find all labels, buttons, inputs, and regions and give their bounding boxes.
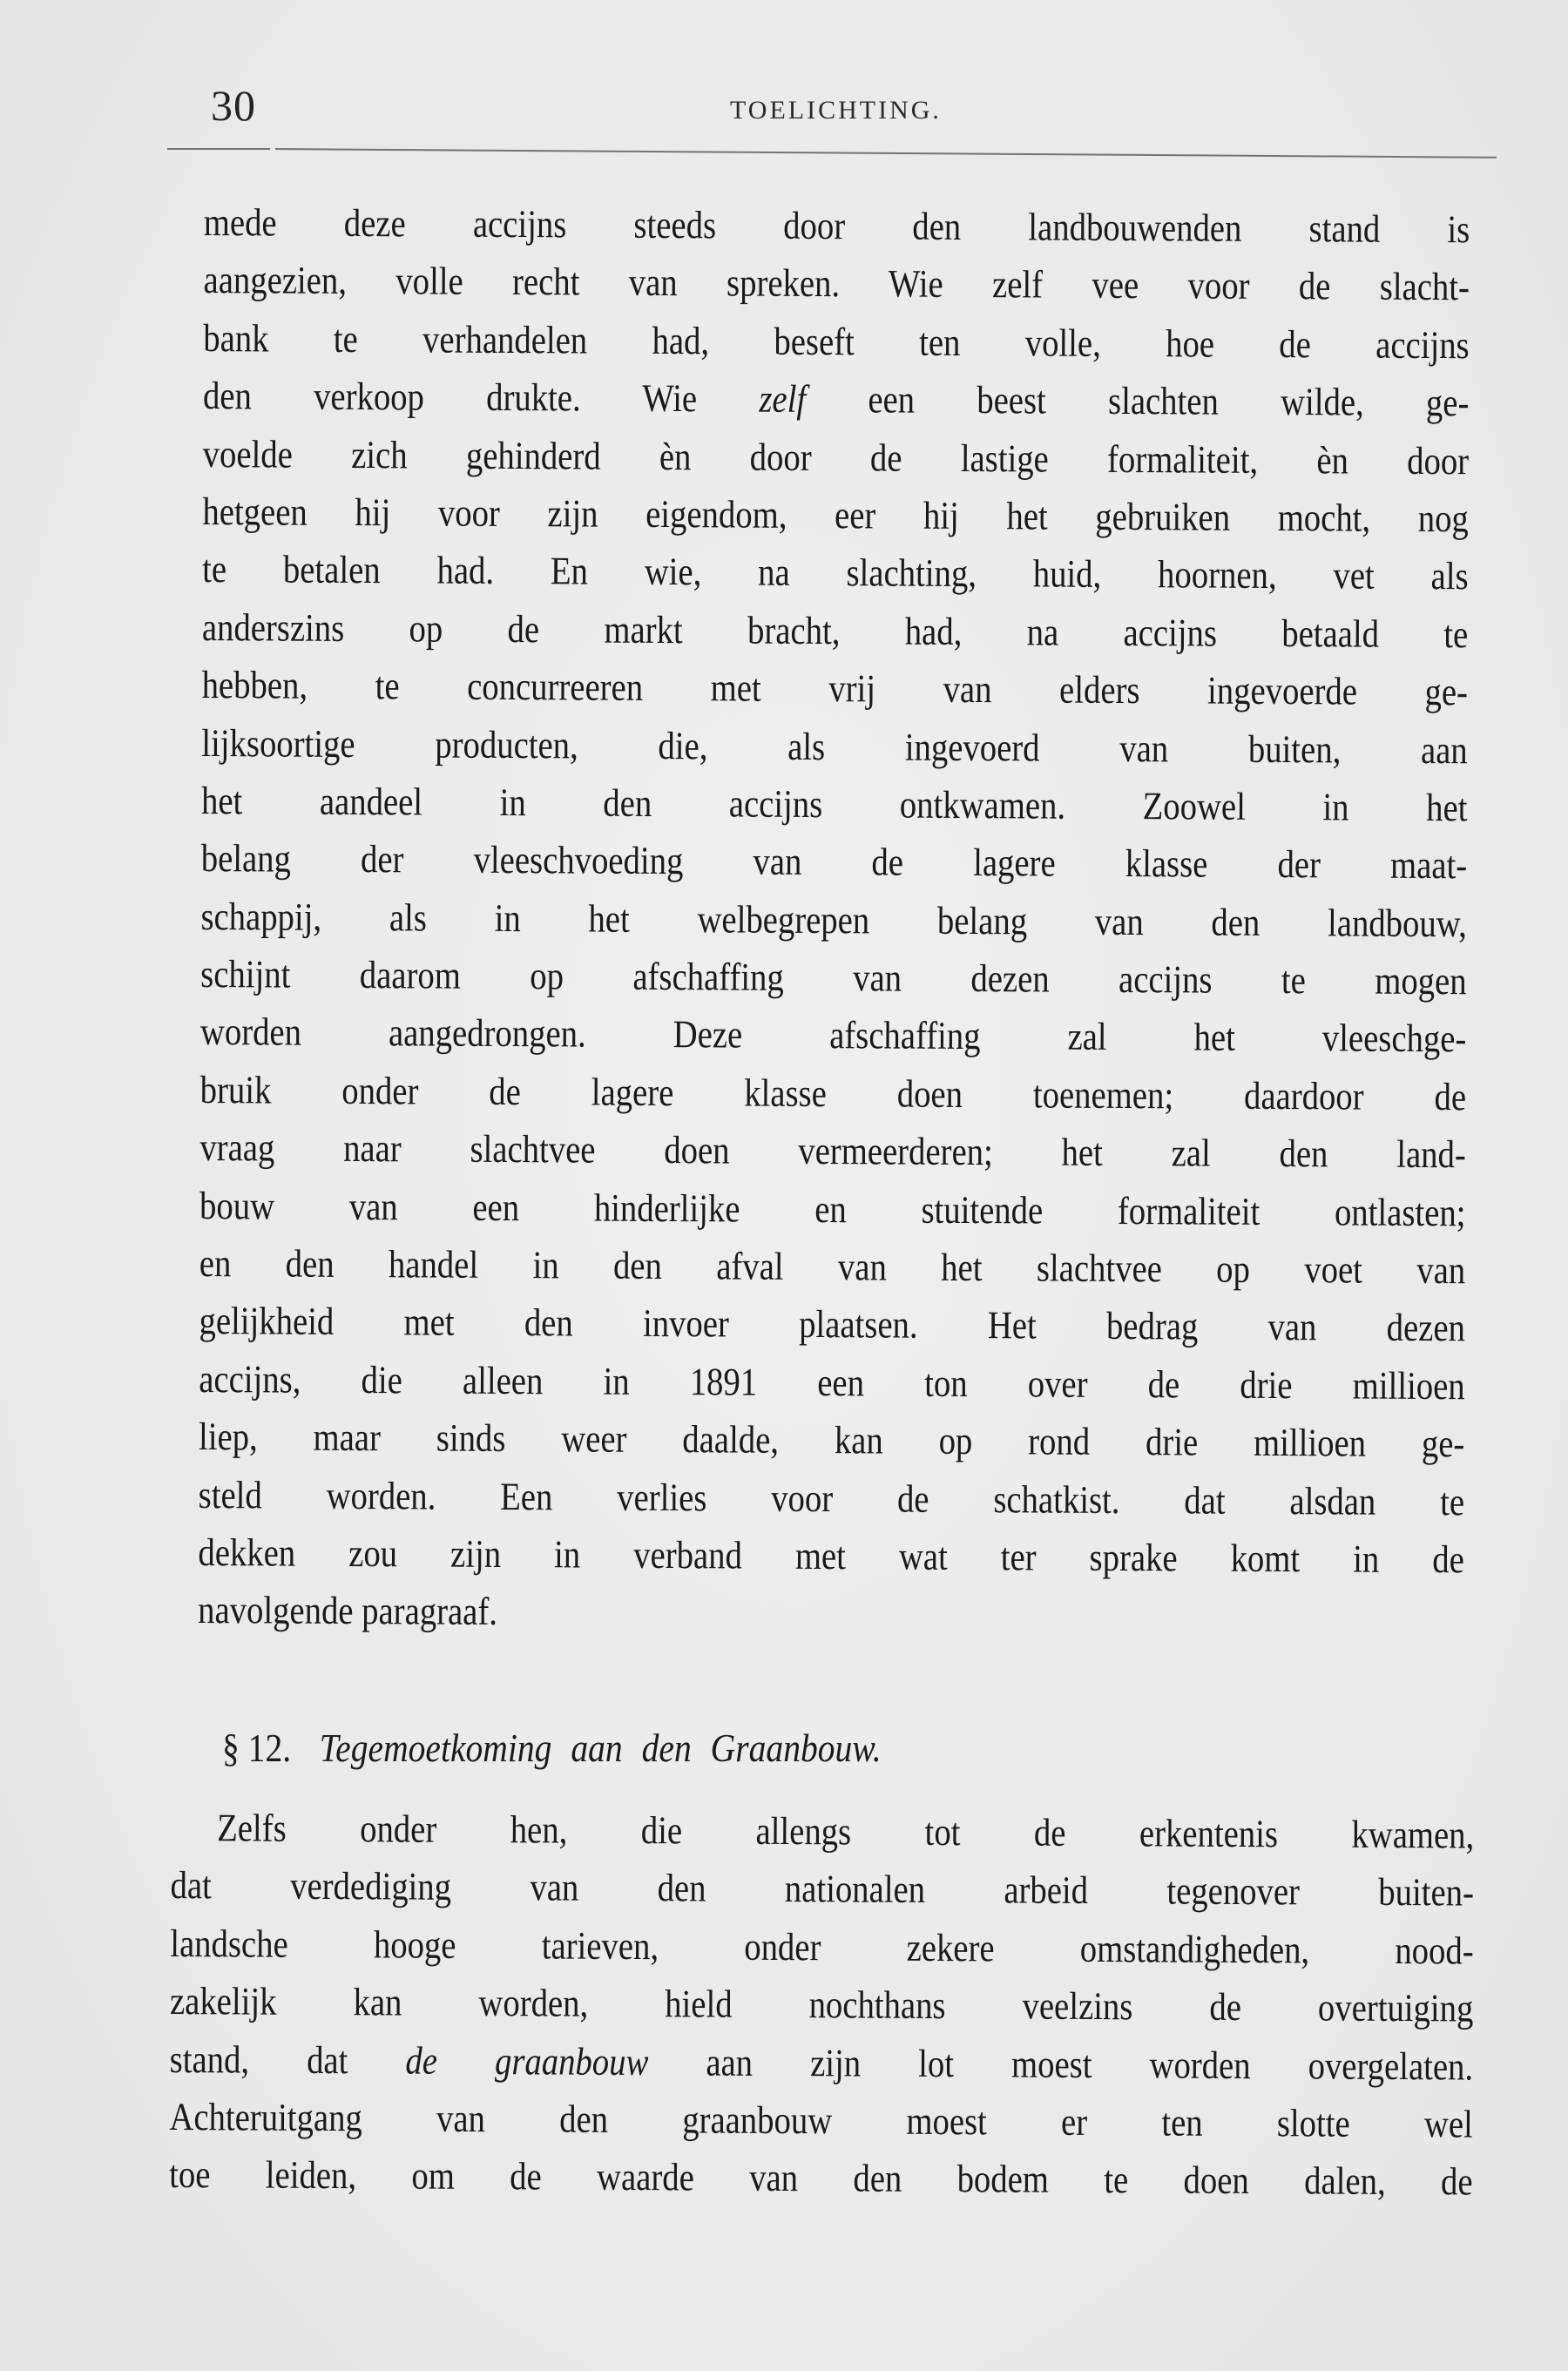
text-line: Zelfs onder hen, die allengs tot de erkentenis kwamen, — [217, 1806, 1475, 1857]
text-line: liep, maar sinds weer daalde, kan op rond drie millioen ge- — [198, 1415, 1465, 1466]
text-run: den verkoop drukte. Wie — [202, 374, 760, 421]
text-line: worden aangedrongen. Deze afschaffing zal het vleeschge- — [199, 1010, 1467, 1061]
text-line: steld worden. Een verlies voor de schatkist. dat alsdan te — [198, 1472, 1465, 1523]
text-line: te betalen had. En wie, na slachting, huid, hoornen, vet als — [202, 547, 1469, 598]
text-line: accijns, die alleen in 1891 een ton over de drie millioen — [199, 1356, 1465, 1408]
text-line: vraag naar slachtvee doen vermeerderen; het zal den land- — [199, 1125, 1466, 1177]
paragraph-grain — [169, 1799, 1474, 2211]
text-line: dekken zou zijn in verband met wat ter sprake komt in de — [198, 1530, 1464, 1582]
page-number: 30 — [211, 81, 256, 130]
section-heading — [222, 1725, 882, 1771]
text-line: lijksoortige producten, die, als ingevoerd van buiten, aan — [201, 720, 1468, 772]
emphasis-text: zelf — [759, 376, 807, 422]
text-line: gelijkheid met den invoer plaatsen. Het bedrag van dezen — [199, 1299, 1466, 1350]
header-rule-right — [275, 148, 1497, 159]
text-line: schappij, als in het welbegrepen belang van den landbouw, — [200, 894, 1468, 945]
running-head: TOELICHTING. — [730, 96, 942, 125]
text-line: hetgeen hij voor zijn eigendom, eer hij het gebruiken mocht, nog — [202, 489, 1469, 541]
text-line: het aandeel in den accijns ontkwamen. Zoowel in het — [200, 778, 1468, 830]
section-number: § 12. — [222, 1726, 292, 1770]
header-rule-left — [167, 148, 270, 150]
text-run: stand, dat — [169, 2037, 406, 2083]
text-line: schijnt daarom op afschaffing van dezen accijns te mogen — [200, 952, 1467, 1003]
text-line: navolgende paragraaf. — [198, 1588, 498, 1634]
text-line: anderszins op de markt bracht, had, na accijns betaald te — [201, 605, 1469, 656]
emphasis-text: de graanbouw — [405, 2038, 649, 2084]
text-run: aan zijn lot moest worden overgelaten. — [648, 2039, 1474, 2089]
text-line — [170, 2030, 1474, 2096]
paragraph-excise — [198, 193, 1470, 1646]
text-line: bruik onder de lagere klasse doen toenemen; daardoor de — [199, 1067, 1467, 1119]
text-line: mede deze accijns steeds door den landbouwenden stand is — [203, 199, 1470, 252]
text-line: toe leiden, om de waarde van den bodem te doen dalen, de — [169, 2152, 1473, 2204]
text-line: voelde zich gehinderd èn door de lastige formaliteit, èn door — [202, 431, 1470, 483]
text-line — [203, 367, 1470, 432]
text-line: Achteruitgang van den graanbouw moest er ten slotte wel — [169, 2094, 1473, 2146]
text-line: en den handel in den afval van het slachtvee op voet van — [199, 1241, 1466, 1293]
text-line: dat verdediging van den nationalen arbeid tegenover buiten- — [170, 1863, 1475, 1915]
text-run: een beest slachten wilde, ge- — [806, 377, 1470, 425]
text-line: landsche hooge tarieven, onder zekere omstandigheden, nood- — [170, 1921, 1474, 1973]
text-line: belang der vleeschvoeding van de lagere klasse der maat- — [200, 836, 1468, 888]
text-line: zakelijk kan worden, hield nochthans veelzins de overtuiging — [169, 1979, 1474, 2030]
text-line: hebben, te concurreeren met vrij van elders ingevoerde ge- — [201, 663, 1469, 714]
section-title: Tegemoetkoming aan den Graanbouw. — [319, 1726, 882, 1770]
text-line: bouw van een hinderlijke en stuitende formaliteit ontlasten; — [199, 1183, 1466, 1234]
text-line: bank te verhandelen had, beseft ten volle, hoe de accijns — [203, 315, 1470, 368]
text-line: aangezien, volle recht van spreken. Wie zelf vee voor de slacht- — [203, 258, 1470, 309]
